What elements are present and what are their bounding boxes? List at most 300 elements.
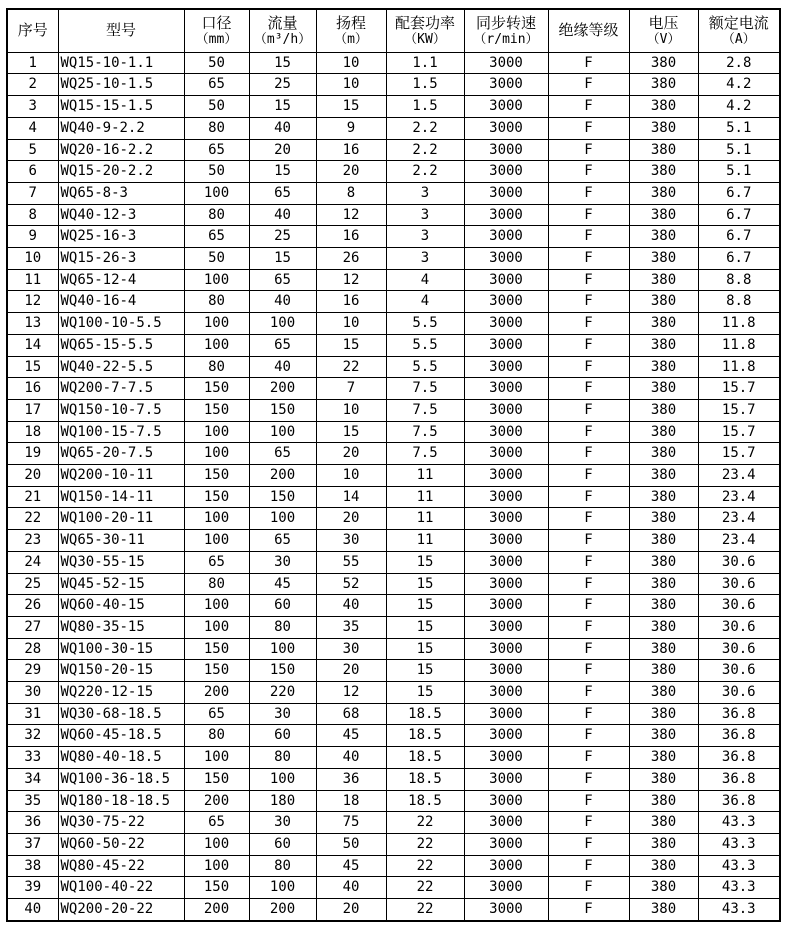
cell-speed: 3000 (464, 269, 548, 291)
cell-index: 3 (7, 96, 58, 118)
cell-power: 18.5 (386, 725, 464, 747)
cell-speed: 3000 (464, 725, 548, 747)
cell-model: WQ200-20-22 (58, 899, 184, 921)
cell-insulation: F (548, 682, 629, 704)
cell-head: 10 (316, 74, 386, 96)
header-label: 配套功率 (394, 14, 455, 32)
cell-power: 3 (386, 182, 464, 204)
cell-speed: 3000 (464, 595, 548, 617)
cell-head: 10 (316, 399, 386, 421)
cell-insulation: F (548, 703, 629, 725)
column-header-index (7, 9, 58, 52)
cell-power: 5.5 (386, 356, 464, 378)
cell-voltage: 380 (629, 660, 698, 682)
cell-index: 32 (7, 725, 58, 747)
table-row (7, 74, 780, 96)
cell-index: 26 (7, 595, 58, 617)
table-row (7, 768, 780, 790)
cell-insulation: F (548, 204, 629, 226)
cell-insulation: F (548, 768, 629, 790)
cell-current: 2.8 (698, 52, 780, 74)
header-unit: （mm） (195, 31, 238, 47)
cell-current: 36.8 (698, 790, 780, 812)
cell-index: 8 (7, 204, 58, 226)
table-row (7, 616, 780, 638)
cell-speed: 3000 (464, 204, 548, 226)
cell-voltage: 380 (629, 725, 698, 747)
cell-voltage: 380 (629, 313, 698, 335)
cell-power: 22 (386, 899, 464, 921)
cell-diameter: 150 (184, 660, 249, 682)
cell-voltage: 380 (629, 443, 698, 465)
cell-power: 22 (386, 834, 464, 856)
table-header (7, 9, 780, 52)
cell-diameter: 80 (184, 117, 249, 139)
cell-flow: 80 (249, 855, 316, 877)
cell-flow: 65 (249, 182, 316, 204)
column-header-flow (249, 9, 316, 52)
cell-power: 3 (386, 248, 464, 270)
table-row (7, 790, 780, 812)
cell-index: 17 (7, 399, 58, 421)
table-row (7, 248, 780, 270)
cell-index: 1 (7, 52, 58, 74)
cell-voltage: 380 (629, 117, 698, 139)
cell-insulation: F (548, 834, 629, 856)
cell-index: 7 (7, 182, 58, 204)
cell-index: 40 (7, 899, 58, 921)
cell-flow: 65 (249, 269, 316, 291)
table-row (7, 161, 780, 183)
cell-flow: 40 (249, 204, 316, 226)
cell-voltage: 380 (629, 139, 698, 161)
cell-insulation: F (548, 508, 629, 530)
cell-speed: 3000 (464, 638, 548, 660)
cell-flow: 25 (249, 226, 316, 248)
cell-speed: 3000 (464, 530, 548, 552)
cell-voltage: 380 (629, 378, 698, 400)
cell-diameter: 65 (184, 74, 249, 96)
cell-insulation: F (548, 855, 629, 877)
cell-flow: 30 (249, 703, 316, 725)
cell-power: 15 (386, 551, 464, 573)
table-row (7, 486, 780, 508)
cell-flow: 20 (249, 139, 316, 161)
cell-voltage: 380 (629, 703, 698, 725)
cell-diameter: 65 (184, 551, 249, 573)
cell-index: 31 (7, 703, 58, 725)
cell-diameter: 150 (184, 638, 249, 660)
cell-index: 29 (7, 660, 58, 682)
cell-index: 30 (7, 682, 58, 704)
cell-voltage: 380 (629, 573, 698, 595)
cell-current: 6.7 (698, 248, 780, 270)
cell-power: 4 (386, 269, 464, 291)
cell-diameter: 80 (184, 725, 249, 747)
cell-voltage: 380 (629, 834, 698, 856)
cell-head: 40 (316, 877, 386, 899)
cell-head: 45 (316, 855, 386, 877)
cell-insulation: F (548, 573, 629, 595)
cell-current: 30.6 (698, 638, 780, 660)
cell-power: 2.2 (386, 117, 464, 139)
header-label: 口径 (201, 14, 232, 32)
cell-index: 34 (7, 768, 58, 790)
cell-speed: 3000 (464, 486, 548, 508)
cell-insulation: F (548, 313, 629, 335)
table-body (7, 52, 780, 921)
cell-diameter: 200 (184, 899, 249, 921)
column-header-insulation (548, 9, 629, 52)
cell-power: 1.1 (386, 52, 464, 74)
cell-voltage: 380 (629, 226, 698, 248)
cell-power: 15 (386, 595, 464, 617)
cell-index: 20 (7, 465, 58, 487)
cell-head: 15 (316, 334, 386, 356)
cell-diameter: 150 (184, 877, 249, 899)
cell-head: 20 (316, 161, 386, 183)
header-unit: （r/min） (473, 31, 539, 47)
cell-index: 38 (7, 855, 58, 877)
cell-model: WQ80-35-15 (58, 616, 184, 638)
cell-head: 7 (316, 378, 386, 400)
header-row (7, 9, 780, 52)
cell-head: 40 (316, 595, 386, 617)
cell-current: 43.3 (698, 877, 780, 899)
cell-flow: 40 (249, 356, 316, 378)
cell-power: 11 (386, 530, 464, 552)
cell-current: 11.8 (698, 334, 780, 356)
cell-flow: 60 (249, 725, 316, 747)
cell-power: 7.5 (386, 378, 464, 400)
cell-diameter: 100 (184, 334, 249, 356)
cell-voltage: 380 (629, 248, 698, 270)
cell-voltage: 380 (629, 877, 698, 899)
cell-current: 11.8 (698, 356, 780, 378)
cell-head: 75 (316, 812, 386, 834)
cell-voltage: 380 (629, 356, 698, 378)
cell-voltage: 380 (629, 182, 698, 204)
cell-current: 30.6 (698, 573, 780, 595)
cell-index: 37 (7, 834, 58, 856)
table-row (7, 638, 780, 660)
cell-model: WQ150-20-15 (58, 660, 184, 682)
cell-speed: 3000 (464, 356, 548, 378)
cell-power: 22 (386, 855, 464, 877)
cell-model: WQ60-45-18.5 (58, 725, 184, 747)
cell-current: 30.6 (698, 551, 780, 573)
cell-insulation: F (548, 660, 629, 682)
cell-power: 11 (386, 465, 464, 487)
table-row (7, 877, 780, 899)
cell-flow: 65 (249, 443, 316, 465)
cell-voltage: 380 (629, 269, 698, 291)
cell-current: 30.6 (698, 682, 780, 704)
cell-model: WQ40-16-4 (58, 291, 184, 313)
cell-head: 16 (316, 139, 386, 161)
cell-model: WQ100-20-11 (58, 508, 184, 530)
cell-model: WQ20-16-2.2 (58, 139, 184, 161)
cell-current: 43.3 (698, 899, 780, 921)
cell-diameter: 80 (184, 356, 249, 378)
cell-model: WQ65-30-11 (58, 530, 184, 552)
cell-diameter: 65 (184, 226, 249, 248)
table-row (7, 747, 780, 769)
cell-model: WQ200-7-7.5 (58, 378, 184, 400)
column-header-speed (464, 9, 548, 52)
cell-flow: 30 (249, 812, 316, 834)
cell-diameter: 200 (184, 682, 249, 704)
cell-index: 21 (7, 486, 58, 508)
cell-current: 8.8 (698, 291, 780, 313)
cell-insulation: F (548, 117, 629, 139)
cell-voltage: 380 (629, 291, 698, 313)
cell-power: 1.5 (386, 96, 464, 118)
cell-current: 23.4 (698, 486, 780, 508)
cell-current: 5.1 (698, 161, 780, 183)
cell-current: 15.7 (698, 443, 780, 465)
table-row (7, 291, 780, 313)
header-label: 扬程 (335, 14, 366, 32)
cell-index: 5 (7, 139, 58, 161)
cell-speed: 3000 (464, 465, 548, 487)
cell-power: 15 (386, 682, 464, 704)
cell-head: 35 (316, 616, 386, 638)
cell-power: 2.2 (386, 139, 464, 161)
cell-insulation: F (548, 486, 629, 508)
cell-current: 6.7 (698, 226, 780, 248)
cell-speed: 3000 (464, 74, 548, 96)
cell-voltage: 380 (629, 899, 698, 921)
cell-index: 27 (7, 616, 58, 638)
cell-insulation: F (548, 595, 629, 617)
cell-model: WQ220-12-15 (58, 682, 184, 704)
cell-index: 18 (7, 421, 58, 443)
header-unit: （m） (334, 31, 368, 47)
cell-insulation: F (548, 52, 629, 74)
cell-head: 9 (316, 117, 386, 139)
cell-head: 8 (316, 182, 386, 204)
column-header-voltage (629, 9, 698, 52)
cell-insulation: F (548, 551, 629, 573)
cell-flow: 100 (249, 313, 316, 335)
cell-model: WQ80-40-18.5 (58, 747, 184, 769)
cell-diameter: 150 (184, 486, 249, 508)
cell-speed: 3000 (464, 790, 548, 812)
cell-index: 39 (7, 877, 58, 899)
table-row (7, 356, 780, 378)
cell-diameter: 65 (184, 812, 249, 834)
cell-flow: 15 (249, 161, 316, 183)
cell-model: WQ100-10-5.5 (58, 313, 184, 335)
cell-power: 5.5 (386, 334, 464, 356)
cell-flow: 65 (249, 530, 316, 552)
cell-head: 30 (316, 530, 386, 552)
cell-diameter: 100 (184, 182, 249, 204)
cell-diameter: 100 (184, 530, 249, 552)
cell-model: WQ150-10-7.5 (58, 399, 184, 421)
cell-model: WQ25-10-1.5 (58, 74, 184, 96)
cell-current: 15.7 (698, 421, 780, 443)
cell-insulation: F (548, 616, 629, 638)
cell-voltage: 380 (629, 465, 698, 487)
cell-model: WQ100-36-18.5 (58, 768, 184, 790)
table-row (7, 399, 780, 421)
cell-head: 14 (316, 486, 386, 508)
cell-power: 7.5 (386, 421, 464, 443)
cell-voltage: 380 (629, 812, 698, 834)
cell-model: WQ180-18-18.5 (58, 790, 184, 812)
cell-speed: 3000 (464, 834, 548, 856)
cell-diameter: 100 (184, 508, 249, 530)
cell-head: 22 (316, 356, 386, 378)
header-unit: （m³/h） (253, 31, 312, 47)
table-row (7, 595, 780, 617)
cell-insulation: F (548, 334, 629, 356)
cell-flow: 40 (249, 117, 316, 139)
cell-voltage: 380 (629, 855, 698, 877)
cell-model: WQ100-30-15 (58, 638, 184, 660)
cell-speed: 3000 (464, 877, 548, 899)
cell-power: 5.5 (386, 313, 464, 335)
cell-model: WQ45-52-15 (58, 573, 184, 595)
cell-index: 15 (7, 356, 58, 378)
cell-power: 15 (386, 573, 464, 595)
cell-diameter: 150 (184, 465, 249, 487)
cell-flow: 40 (249, 291, 316, 313)
cell-current: 8.8 (698, 269, 780, 291)
header-unit: （V） (646, 31, 681, 47)
cell-flow: 15 (249, 248, 316, 270)
cell-flow: 220 (249, 682, 316, 704)
cell-insulation: F (548, 399, 629, 421)
header-label: 同步转速 (475, 14, 536, 32)
cell-insulation: F (548, 638, 629, 660)
cell-head: 68 (316, 703, 386, 725)
cell-current: 23.4 (698, 465, 780, 487)
cell-current: 23.4 (698, 530, 780, 552)
cell-model: WQ65-8-3 (58, 182, 184, 204)
cell-insulation: F (548, 161, 629, 183)
cell-model: WQ60-50-22 (58, 834, 184, 856)
cell-speed: 3000 (464, 52, 548, 74)
cell-power: 18.5 (386, 703, 464, 725)
cell-diameter: 100 (184, 834, 249, 856)
cell-voltage: 380 (629, 399, 698, 421)
cell-voltage: 380 (629, 638, 698, 660)
cell-speed: 3000 (464, 812, 548, 834)
header-label: 型号 (105, 21, 136, 40)
cell-current: 11.8 (698, 313, 780, 335)
cell-insulation: F (548, 378, 629, 400)
table-row (7, 421, 780, 443)
table-row (7, 139, 780, 161)
cell-insulation: F (548, 139, 629, 161)
cell-current: 5.1 (698, 117, 780, 139)
cell-flow: 100 (249, 638, 316, 660)
cell-insulation: F (548, 812, 629, 834)
cell-insulation: F (548, 530, 629, 552)
cell-power: 3 (386, 226, 464, 248)
cell-current: 30.6 (698, 595, 780, 617)
cell-diameter: 100 (184, 616, 249, 638)
cell-insulation: F (548, 899, 629, 921)
cell-diameter: 50 (184, 161, 249, 183)
table-row (7, 573, 780, 595)
cell-diameter: 150 (184, 768, 249, 790)
cell-voltage: 380 (629, 74, 698, 96)
cell-speed: 3000 (464, 682, 548, 704)
cell-voltage: 380 (629, 530, 698, 552)
cell-model: WQ80-45-22 (58, 855, 184, 877)
cell-current: 30.6 (698, 660, 780, 682)
cell-power: 11 (386, 508, 464, 530)
cell-voltage: 380 (629, 204, 698, 226)
cell-diameter: 65 (184, 139, 249, 161)
cell-model: WQ15-20-2.2 (58, 161, 184, 183)
cell-voltage: 380 (629, 96, 698, 118)
cell-model: WQ40-12-3 (58, 204, 184, 226)
table-row (7, 182, 780, 204)
cell-speed: 3000 (464, 443, 548, 465)
cell-power: 18.5 (386, 747, 464, 769)
cell-diameter: 150 (184, 399, 249, 421)
cell-voltage: 380 (629, 768, 698, 790)
cell-voltage: 380 (629, 682, 698, 704)
cell-diameter: 100 (184, 313, 249, 335)
cell-index: 2 (7, 74, 58, 96)
cell-index: 6 (7, 161, 58, 183)
cell-speed: 3000 (464, 573, 548, 595)
cell-model: WQ200-10-11 (58, 465, 184, 487)
cell-speed: 3000 (464, 96, 548, 118)
table-row (7, 226, 780, 248)
cell-index: 4 (7, 117, 58, 139)
cell-index: 28 (7, 638, 58, 660)
header-label: 序号 (17, 21, 48, 40)
cell-voltage: 380 (629, 616, 698, 638)
cell-index: 12 (7, 291, 58, 313)
cell-model: WQ40-9-2.2 (58, 117, 184, 139)
cell-speed: 3000 (464, 334, 548, 356)
cell-power: 7.5 (386, 399, 464, 421)
table-row (7, 52, 780, 74)
cell-model: WQ30-68-18.5 (58, 703, 184, 725)
cell-current: 43.3 (698, 812, 780, 834)
cell-power: 1.5 (386, 74, 464, 96)
cell-head: 18 (316, 790, 386, 812)
cell-flow: 15 (249, 52, 316, 74)
cell-diameter: 50 (184, 52, 249, 74)
cell-power: 2.2 (386, 161, 464, 183)
cell-power: 15 (386, 660, 464, 682)
cell-head: 10 (316, 52, 386, 74)
cell-index: 25 (7, 573, 58, 595)
cell-voltage: 380 (629, 421, 698, 443)
table-row (7, 96, 780, 118)
cell-model: WQ100-15-7.5 (58, 421, 184, 443)
cell-voltage: 380 (629, 551, 698, 573)
cell-flow: 25 (249, 74, 316, 96)
column-header-power (386, 9, 464, 52)
table-row (7, 378, 780, 400)
cell-head: 20 (316, 508, 386, 530)
cell-current: 6.7 (698, 204, 780, 226)
cell-power: 15 (386, 616, 464, 638)
cell-insulation: F (548, 421, 629, 443)
cell-head: 12 (316, 269, 386, 291)
cell-model: WQ30-75-22 (58, 812, 184, 834)
